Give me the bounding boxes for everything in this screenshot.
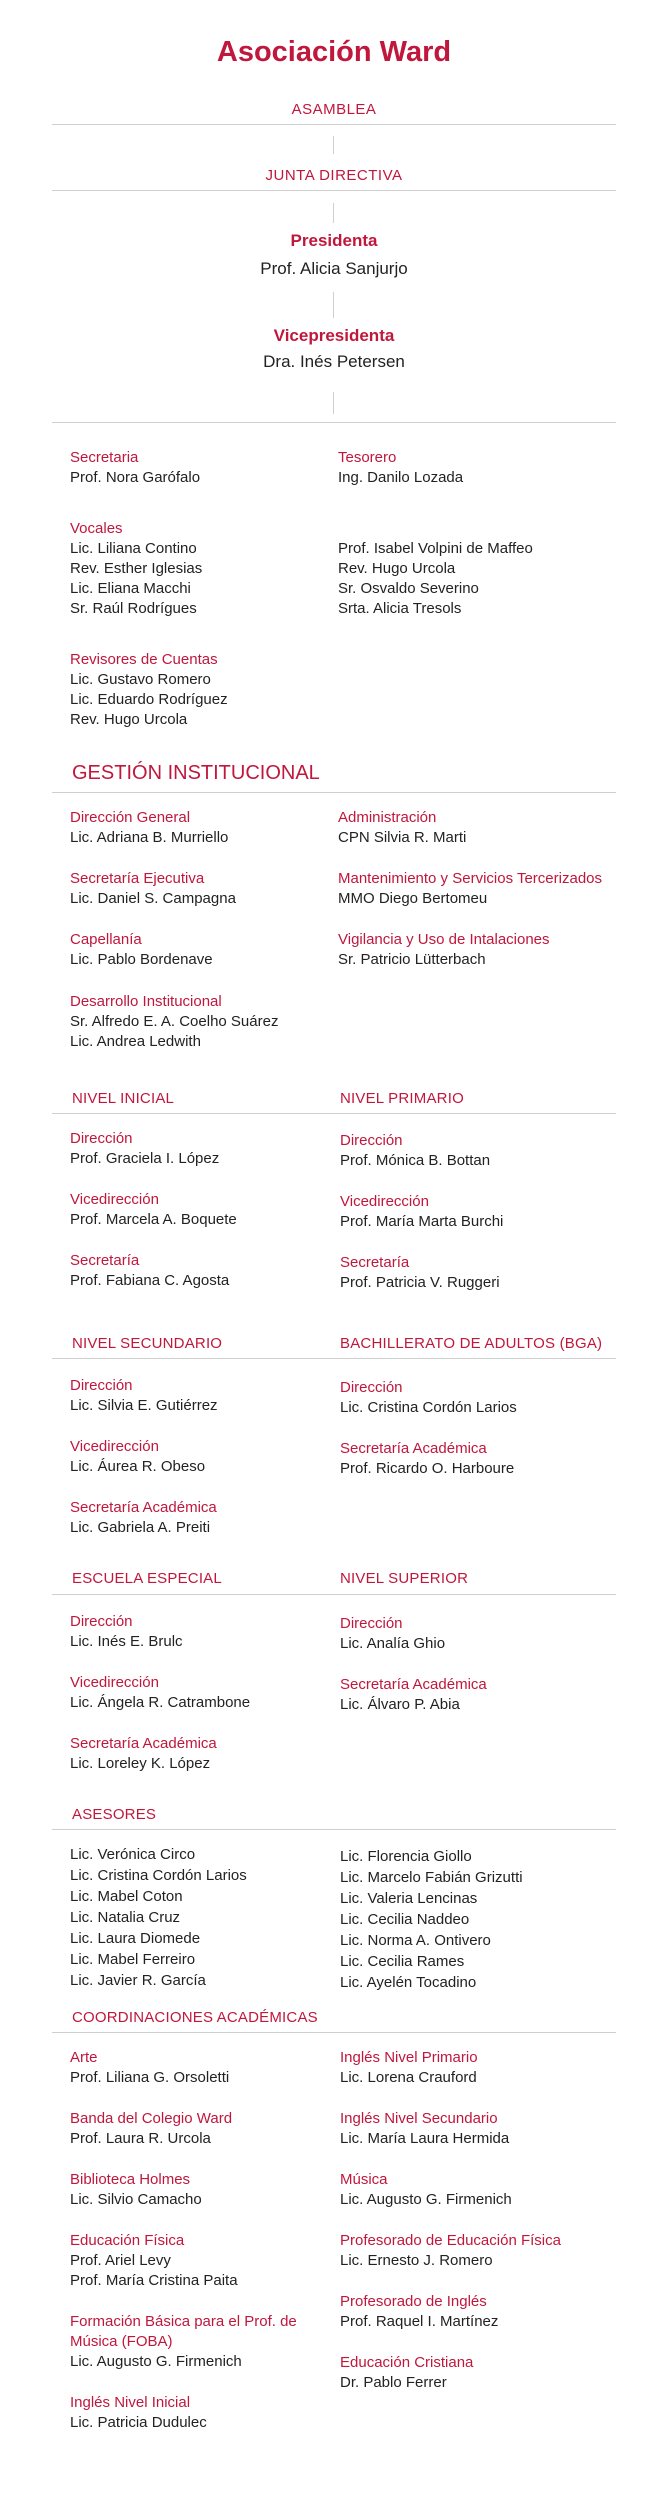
role-group: [70, 1376, 360, 1437]
person-name: Lic. Andrea Ledwith: [70, 1033, 201, 1050]
inicial-list: [70, 1129, 360, 1291]
role-label: Arte: [70, 2049, 98, 2066]
role-group: [70, 1129, 360, 1190]
person-name: Lic. Marcelo Fabián Grizutti: [340, 1869, 523, 1886]
person-name: Lic. Valeria Lencinas: [340, 1890, 478, 1907]
person-name: Prof. Ricardo O. Harboure: [340, 1460, 515, 1477]
person-name: Lic. Áurea R. Obeso: [70, 1458, 206, 1475]
person-name: Lic. Norma A. Ontivero: [340, 1932, 491, 1949]
connector-line: [333, 292, 334, 318]
person-name: Lic. Cecilia Rames: [340, 1953, 465, 1970]
divider: [52, 422, 616, 423]
role-label: Vocales: [70, 520, 123, 537]
presidenta-role: Presidenta: [290, 231, 378, 250]
tesorero-block: [338, 448, 628, 488]
asesores-right: [340, 1846, 630, 1993]
role-group: [70, 1498, 360, 1538]
person-name: Lic. Ernesto J. Romero: [340, 2252, 493, 2269]
person-name: CPN Silvia R. Marti: [338, 829, 467, 846]
person-name: Lic. Verónica Circo: [70, 1846, 196, 1863]
role-group: [340, 2353, 630, 2393]
person-name: Lic. Cristina Cordón Larios: [70, 1867, 247, 1884]
person-name: Lic. Ángela R. Catrambone: [70, 1694, 251, 1711]
role-label: Inglés Nivel Secundario: [340, 2110, 498, 2127]
role-group: [70, 1612, 360, 1673]
role-group: [70, 1251, 360, 1291]
asamblea-heading: ASAMBLEA: [291, 101, 377, 118]
divider: [52, 2032, 616, 2033]
divider: [52, 190, 616, 191]
person-name: Lic. Inés E. Brulc: [70, 1633, 183, 1650]
role-group: [70, 992, 360, 1052]
role-group: [70, 2393, 320, 2433]
role-group: [338, 808, 638, 869]
person-name: Lic. Natalia Cruz: [70, 1909, 181, 1926]
person-name: Lic. Silvia E. Gutiérrez: [70, 1397, 218, 1414]
role-label: Educación Cristiana: [340, 2354, 474, 2371]
person-name: Prof. Marcela A. Boquete: [70, 1211, 237, 1228]
person-name: Lic. Loreley K. López: [70, 1755, 211, 1772]
person-name: Lic. Gustavo Romero: [70, 671, 211, 688]
role-label: Administración: [338, 809, 437, 826]
divider: [52, 1829, 616, 1830]
role-label: Formación Básica para el Prof. de Música (FOBA): [70, 2313, 297, 2350]
role-label: Dirección: [70, 1613, 133, 1630]
person-name: Lic. Cristina Cordón Larios: [340, 1399, 517, 1416]
role-label: Vicedirección: [70, 1674, 159, 1691]
role-group: [70, 2048, 320, 2109]
person-name: Rev. Esther Iglesias: [70, 560, 203, 577]
role-group: [70, 2312, 320, 2393]
role-label: Vigilancia y Uso de Intalaciones: [338, 931, 550, 948]
role-label: Profesorado de Educación Física: [340, 2232, 561, 2249]
person-name: Lic. Augusto G. Firmenich: [70, 2353, 242, 2370]
vocales-block: [70, 519, 360, 619]
person-name: Prof. María Cristina Paita: [70, 2272, 238, 2289]
role-label: Capellanía: [70, 931, 142, 948]
role-group: [70, 1734, 360, 1774]
vicepresidenta-name: Dra. Inés Petersen: [263, 352, 405, 371]
connector-line: [333, 203, 334, 223]
page-title: Asociación Ward: [216, 36, 452, 68]
person-name: Lic. Pablo Bordenave: [70, 951, 213, 968]
role-label: Vicedirección: [340, 1193, 429, 1210]
person-name: Lic. Silvio Camacho: [70, 2191, 202, 2208]
role-label: Profesorado de Inglés: [340, 2293, 487, 2310]
person-name: Lic. Javier R. García: [70, 1972, 206, 1989]
person-name: Sr. Alfredo E. A. Coelho Suárez: [70, 1013, 279, 1030]
person-name: Lic. Álvaro P. Abia: [340, 1696, 460, 1713]
section-title-primario: NIVEL PRIMARIO: [340, 1090, 464, 1107]
divider: [52, 1113, 616, 1114]
role-group: [70, 1190, 360, 1251]
gestion-right: [338, 808, 638, 970]
person-name: Lic. Florencia Giollo: [340, 1848, 472, 1865]
role-group: [340, 1253, 630, 1293]
role-label: Secretaría: [70, 1252, 140, 1269]
divider: [52, 792, 616, 793]
presidenta-name: Prof. Alicia Sanjurjo: [260, 259, 408, 278]
person-name: Lic. Daniel S. Campagna: [70, 890, 236, 907]
role-label: Música: [340, 2171, 388, 2188]
role-label: Biblioteca Holmes: [70, 2171, 191, 2188]
role-group: [340, 2109, 630, 2170]
junta-heading: JUNTA DIRECTIVA: [265, 167, 403, 184]
person-name: Prof. Fabiana C. Agosta: [70, 1272, 230, 1289]
role-group: [70, 1673, 360, 1734]
divider: [52, 124, 616, 125]
person-name: Prof. María Marta Burchi: [340, 1213, 504, 1230]
role-label: Secretaria: [70, 449, 139, 466]
role-group: [340, 1439, 630, 1479]
person-name: Prof. Graciela I. López: [70, 1150, 220, 1167]
role-label: Educación Física: [70, 2232, 185, 2249]
section-title-coordinaciones: COORDINACIONES ACADÉMICAS: [72, 2009, 318, 2026]
person-name: Lic. María Laura Hermida: [340, 2130, 510, 2147]
vicepresidenta-role: Vicepresidenta: [273, 326, 395, 345]
role-label: Secretaría Académica: [340, 1676, 487, 1693]
section-title-especial: ESCUELA ESPECIAL: [72, 1570, 222, 1587]
person-name: Prof. Mónica B. Bottan: [340, 1152, 491, 1169]
person-name: MMO Diego Bertomeu: [338, 890, 488, 907]
role-label: Revisores de Cuentas: [70, 651, 218, 668]
divider: [52, 1594, 616, 1595]
person-name: Ing. Danilo Lozada: [338, 469, 464, 486]
role-label: Secretaría Académica: [70, 1499, 217, 1516]
person-name: Rev. Hugo Urcola: [338, 560, 456, 577]
person-name: Prof. Liliana G. Orsoletti: [70, 2069, 230, 2086]
section-title-asesores: ASESORES: [72, 1806, 157, 1823]
section-title-secundario: NIVEL SECUNDARIO: [72, 1335, 223, 1352]
primario-list: [340, 1131, 630, 1293]
superior-list: [340, 1614, 630, 1715]
gestion-left: [70, 808, 360, 1052]
person-name: Lic. Gabriela A. Preiti: [70, 1519, 211, 1536]
role-group: [340, 1131, 630, 1192]
role-label: Secretaría Académica: [70, 1735, 217, 1752]
person-name: Lic. Ayelén Tocadino: [340, 1974, 477, 1991]
role-group: [338, 869, 638, 930]
role-label: Banda del Colegio Ward: [70, 2110, 233, 2127]
role-group: [340, 2048, 630, 2109]
person-name: Sr. Raúl Rodrígues: [70, 600, 197, 617]
role-group: [70, 2231, 320, 2312]
section-title-superior: NIVEL SUPERIOR: [340, 1570, 469, 1587]
coordinaciones-right: [340, 2048, 630, 2393]
role-group: [70, 2109, 320, 2170]
role-label: Dirección General: [70, 809, 191, 826]
person-name: Lic. Eliana Macchi: [70, 580, 191, 597]
person-name: Prof. Raquel I. Martínez: [340, 2313, 499, 2330]
role-group: [340, 1614, 630, 1675]
especial-list: [70, 1612, 360, 1774]
role-label: Dirección: [70, 1130, 133, 1147]
secundario-list: [70, 1376, 360, 1538]
role-label: Tesorero: [338, 449, 397, 466]
connector-line: [333, 392, 334, 414]
secretaria-block: [70, 448, 360, 488]
role-label: Secretaría: [340, 1254, 410, 1271]
person-name: Lic. Cecilia Naddeo: [340, 1911, 470, 1928]
person-name: Prof. Isabel Volpini de Maffeo: [338, 540, 533, 557]
section-title-gestion: GESTIÓN INSTITUCIONAL: [72, 762, 320, 784]
role-group: [340, 1192, 630, 1253]
divider: [52, 1358, 616, 1359]
role-label: Desarrollo Institucional: [70, 993, 222, 1010]
person-name: Lic. Lorena Crauford: [340, 2069, 477, 2086]
role-group: [70, 869, 360, 930]
person-name: Prof. Nora Garófalo: [70, 469, 201, 486]
bga-list: [340, 1378, 630, 1479]
connector-line: [333, 136, 334, 154]
person-name: Lic. Mabel Ferreiro: [70, 1951, 196, 1968]
person-name: Prof. Laura R. Urcola: [70, 2130, 211, 2147]
person-name: Sr. Osvaldo Severino: [338, 580, 479, 597]
revisores-block: [70, 650, 360, 730]
role-label: Inglés Nivel Primario: [340, 2049, 478, 2066]
role-group: [340, 2292, 630, 2353]
role-label: Secretaría Académica: [340, 1440, 487, 1457]
person-name: Prof. Patricia V. Ruggeri: [340, 1274, 500, 1291]
coordinaciones-left: [70, 2048, 320, 2433]
person-name: Lic. Mabel Coton: [70, 1888, 183, 1905]
role-label: Dirección: [340, 1379, 403, 1396]
person-name: Lic. Eduardo Rodríguez: [70, 691, 228, 708]
role-group: [340, 1675, 630, 1715]
role-label: Dirección: [70, 1377, 133, 1394]
role-group: [340, 1378, 630, 1439]
role-label: Vicedirección: [70, 1191, 159, 1208]
asesores-left: [70, 1844, 360, 1991]
role-group: [70, 1437, 360, 1498]
person-name: Lic. Laura Diomede: [70, 1930, 201, 1947]
person-name: Lic. Adriana B. Murriello: [70, 829, 229, 846]
role-label: Secretaría Ejecutiva: [70, 870, 205, 887]
role-label: Mantenimiento y Servicios Tercerizados: [338, 870, 603, 887]
role-group: [70, 808, 360, 869]
person-name: Prof. Ariel Levy: [70, 2252, 171, 2269]
role-group: [70, 2170, 320, 2231]
person-name: Lic. Augusto G. Firmenich: [340, 2191, 512, 2208]
role-group: [340, 2231, 630, 2292]
person-name: Srta. Alicia Tresols: [338, 600, 462, 617]
role-label: Inglés Nivel Inicial: [70, 2394, 191, 2411]
role-label: Vicedirección: [70, 1438, 159, 1455]
role-group: [340, 2170, 630, 2231]
role-label: Dirección: [340, 1615, 403, 1632]
person-name: Dr. Pablo Ferrer: [340, 2374, 447, 2391]
role-group: [70, 930, 360, 992]
role-group: [338, 930, 638, 970]
person-name: Lic. Analía Ghio: [340, 1635, 446, 1652]
section-title-inicial: NIVEL INICIAL: [72, 1090, 175, 1107]
person-name: Lic. Patricia Dudulec: [70, 2414, 207, 2431]
role-label: Dirección: [340, 1132, 403, 1149]
person-name: Rev. Hugo Urcola: [70, 711, 188, 728]
vocales-block-right: [338, 539, 628, 619]
person-name: Sr. Patricio Lütterbach: [338, 951, 486, 968]
section-title-bga: BACHILLERATO DE ADULTOS (BGA): [340, 1335, 603, 1352]
person-name: Lic. Liliana Contino: [70, 540, 197, 557]
